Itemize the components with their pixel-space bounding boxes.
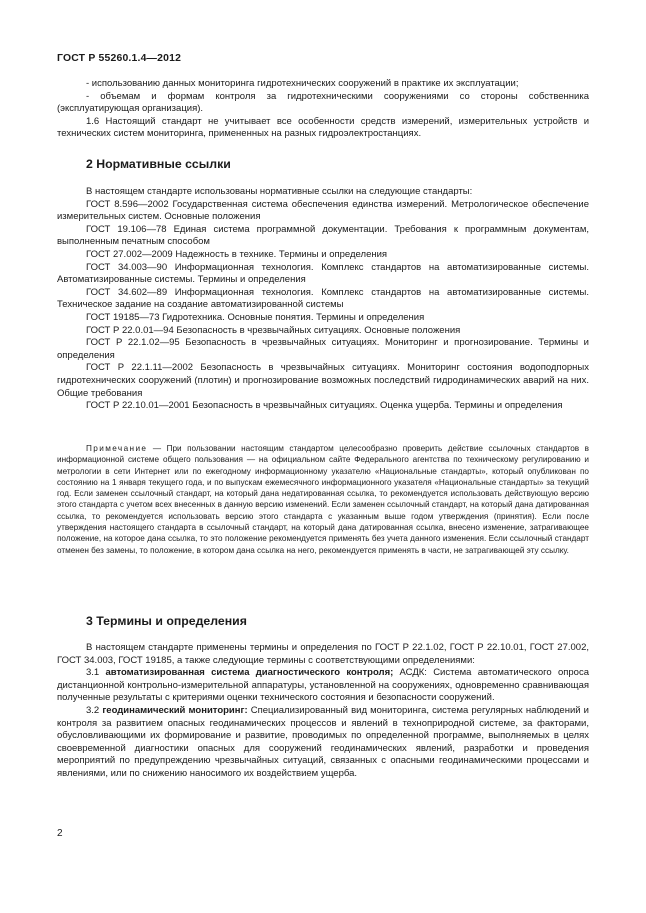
reference-item: ГОСТ 19185—73 Гидротехника. Основные понятия. Термины и определения [86,311,425,323]
term-number: 3.2 [86,704,103,716]
reference-item: ГОСТ Р 22.10.01—2001 Безопасность в чрезвычайных ситуациях. Оценка ущерба. Термины и определения [86,400,563,412]
reference-item: ГОСТ 34.003—90 Информационная технология. Комплекс стандартов на автоматизированные системы. Автоматизированные системы. Термины и определения [57,261,589,286]
term-number: 3.1 [86,667,106,679]
reference-item: ГОСТ 34.602—89 Информационная технология. Комплекс стандартов на автоматизированные системы. Техническое задание на создание автоматизированной системы [57,286,589,311]
term-item [57,705,589,781]
intro-item: - объемам и формам контроля за гидротехническими сооружениями со стороны собственника (эксплуатирующая организация). [57,90,589,115]
document-header: ГОСТ Р 55260.1.4—2012 [57,53,182,64]
section-3-title: 3 Термины и определения [86,614,247,628]
reference-item: ГОСТ Р 22.0.01—94 Безопасность в чрезвычайных ситуациях. Основные положения [86,324,461,336]
note-text: — При пользовании настоящим стандартом целесообразно проверить действие ссылочных стандартов в информационной системе общего пользования — на официальном сайте Федерального агентства по техническому регулированию и метрологии в сети Интернет или по ежегодному информационному указателю «Национальные стандарты», который опубликован по состоянию на 1 января текущего года, и по выпускам ежемесячного информационного указателя «Национальные стандарты» за текущий год. Если заменен ссылочный стандарт, на который дана недатированная ссылка, то рекомендуется использовать действующую версию этого стандарта с учетом всех внесенных в данную версию изменений. Если заменен ссылочный стандарт, на который дана датированная ссылка, то рекомендуется использовать версию этого стандарта с указанным выше годом утверждения (принятия). Если после утверждения настоящего стандарта в ссылочный стандарт, на который дана датированная ссылка, внесено изменение, затрагивающее положение, на которое дана ссылка, то это положение рекомендуется применять без учета данного изменения. Если ссылочный стандарт отменен без замены, то положение, в котором дана ссылка на него, рекомендуется применять в части, не затрагивающей эту ссылку. [57,444,589,555]
term-name: автоматизированная система диагностического контроля; [105,667,394,679]
note-block [57,443,589,556]
intro-item: - использованию данных мониторинга гидротехнических сооружений в практике их эксплуатации; [86,78,519,89]
note-label: Примечание [86,444,148,453]
term-name: геодинамический мониторинг: [102,704,248,716]
reference-item: ГОСТ Р 22.1.02—95 Безопасность в чрезвычайных ситуациях. Мониторинг и прогнозирование. Термины и определения [57,337,589,361]
terms-lead: В настоящем стандарте применены термины и определения по ГОСТ Р 22.1.02, ГОСТ Р 22.10.01, ГОСТ 27.002, ГОСТ 34.003, ГОСТ 19185, а также следующие термины с соответствующими определениями: [57,642,589,666]
page-number: 2 [57,828,63,839]
reference-item: ГОСТ 8.596—2002 Государственная система обеспечения единства измерений. Метрологическое обеспечение измерительных систем. Основные положения [57,198,589,223]
section-2-title: 2 Нормативные ссылки [86,157,231,171]
reference-item: ГОСТ 19.106—78 Единая система программной документации. Требования к программным документам, выполненным печатным способом [57,223,589,248]
section-2 [57,157,589,171]
section-3 [57,614,589,628]
term-definition: Специализированный вид мониторинга, система регулярных наблюдений и контроля за развитием опасных геодинамических процессов и явлений в техноприродной системе, за факторами, обусловливающими их формирование и развитие, проводимых по определенной программе, выполняемых в целях своевременной диагностики опасных для сооружений геодинамических явлений, разработки и проведения мероприятий по предупреждению чрезвычайных ситуаций, связанных с опасными геодинамическими процессами и явлениями, или по снижению наносимого их воздействием ущерба. [57,704,589,779]
note-paragraph [57,443,589,556]
references-block [57,186,589,413]
intro-item: 1.6 Настоящий стандарт не учитывает все особенности средств измерений, измерительных устройств и технических систем мониторинга, примененных на разных гидроэлектростанциях. [57,115,589,140]
references-lead: В настоящем стандарте использованы нормативные ссылки на следующие стандарты: [86,186,473,197]
reference-item: ГОСТ Р 22.1.11—2002 Безопасность в чрезвычайных ситуациях. Мониторинг состояния водоподпорных гидротехнических сооружений (плотин) и прогнозирование возможных последствий гидродинамических аварий на них. Общие требования [57,362,589,399]
terms-block [57,642,589,781]
reference-item: ГОСТ 27.002—2009 Надежность в технике. Термины и определения [86,248,388,260]
intro-block [57,78,589,141]
term-definition: АСДК: Система автоматического опроса дистанционной контрольно-измерительной аппаратуры, установленной на сооружениях, одновременно сравнивающая полученные результаты с критериями оценки технического состояния и безопасности сооружений. [57,667,589,704]
term-item [57,667,589,705]
